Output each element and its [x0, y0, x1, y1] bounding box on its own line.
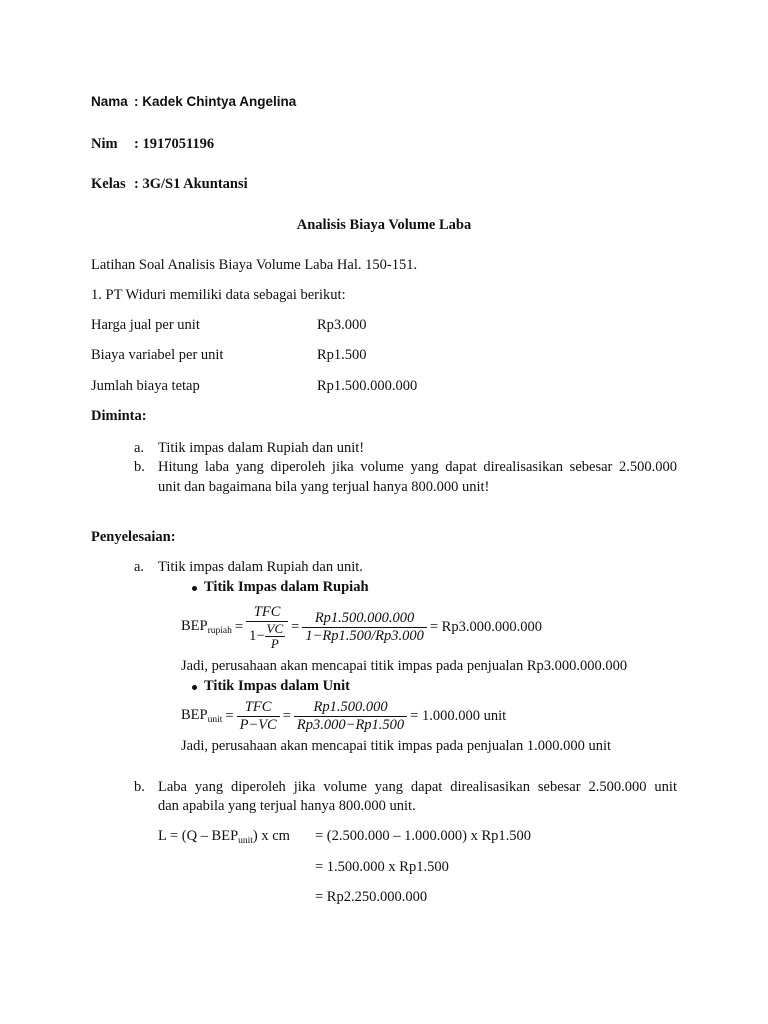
bep-rupiah-equation [181, 598, 542, 656]
bullet-icon [192, 586, 197, 591]
part-a-marker: a. [134, 559, 145, 575]
bep-unit-result: = 1.000.000 unit [410, 707, 507, 724]
bep-rupiah-result: = Rp3.000.000.000 [429, 618, 542, 635]
kelas-value: : 3G/S1 Akuntansi [134, 176, 248, 192]
question-text: 1. PT Widuri memiliki data sebagai berikut: [91, 287, 346, 303]
equals-sign: = [282, 707, 291, 724]
fraction-values: $\frac{Rp1.500.000.000}{1-Rp1.500/Rp3.000}$ [302, 610, 427, 645]
data-row-value: Rp3.000 [317, 317, 367, 333]
rupiah-heading: Titik Impas dalam Rupiah [204, 579, 369, 595]
rupiah-conclusion: Jadi, perusahaan akan mencapai titik impas pada penjualan Rp3.000.000.000 [181, 658, 628, 674]
task-marker: b. [134, 459, 145, 475]
fraction-formula: TFC 1− $\frac{VC}{P}$ [246, 604, 288, 651]
kelas-label: Kelas [91, 176, 126, 192]
data-row-label: Biaya variabel per unit [91, 347, 224, 363]
task-marker: a. [134, 440, 145, 456]
data-row-value: Rp1.500 [317, 347, 367, 363]
part-a-text: Titik impas dalam Rupiah dan unit. [158, 559, 363, 575]
data-row-value: Rp1.500.000.000 [317, 378, 418, 394]
fraction-formula: $\frac{\text{TFC}}{P-VC}$ [237, 699, 280, 734]
bullet-icon [192, 685, 197, 690]
task-text: Hitung laba yang diperoleh jika volume yang dapat direalisasikan sebesar 2.500.000 [158, 459, 677, 475]
diminta-heading: Diminta: [91, 408, 147, 424]
part-b-marker: b. [134, 779, 145, 795]
nim-label: Nim [91, 136, 118, 152]
data-row-label: Harga jual per unit [91, 317, 200, 333]
nim-value: : 1917051196 [134, 136, 215, 152]
laba-step-3: = Rp2.250.000.000 [315, 889, 428, 905]
bep-label: $BEP_{rupiah}$ [181, 618, 232, 636]
unit-conclusion: Jadi, perusahaan akan mencapai titik impas pada penjualan 1.000.000 unit [181, 738, 612, 754]
part-b-text: Laba yang diperoleh jika volume yang dapat direalisasikan sebesar 2.500.000 unit [158, 779, 677, 795]
equals-sign: = [234, 618, 244, 635]
penyelesaian-heading: Penyelesaian: [91, 529, 176, 545]
laba-step-1: = (2.500.000 – 1.000.000) x Rp1.500 [315, 828, 532, 844]
laba-step-2: = 1.500.000 x Rp1.500 [315, 859, 449, 875]
bep-unit-equation [181, 697, 506, 735]
equals-sign: = [291, 618, 300, 635]
fraction-values: $\frac{Rp1.500.000}{Rp3.000-Rp1.500}$ [294, 699, 407, 734]
task-text: Titik impas dalam Rupiah dan unit! [158, 440, 365, 456]
laba-formula: $L = (Q - BEP_{unit})$ x cm [158, 828, 290, 846]
bep-label: $BEP_{unit}$ [181, 707, 223, 725]
task-text-cont: unit dan bagaimana bila yang terjual hanya 800.000 unit! [158, 479, 490, 495]
intro-text: Latihan Soal Analisis Biaya Volume Laba Hal. 150-151. [91, 257, 418, 273]
nama-label: Nama [91, 94, 128, 109]
equals-sign: = [225, 707, 234, 724]
data-row-label: Jumlah biaya tetap [91, 378, 200, 394]
part-b-text-cont: dan apabila yang terjual hanya 800.000 unit. [158, 798, 416, 814]
unit-heading: Titik Impas dalam Unit [204, 678, 350, 694]
nama-value: : Kadek Chintya Angelina [134, 94, 297, 109]
page-title: Analisis Biaya Volume Laba [296, 217, 472, 233]
